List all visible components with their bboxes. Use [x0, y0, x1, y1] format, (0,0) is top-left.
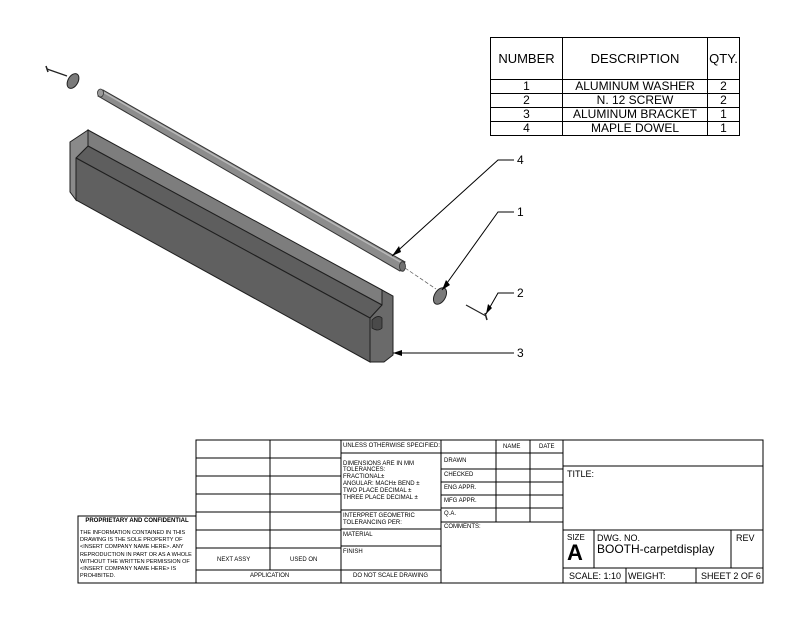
- bill-of-materials-table: [490, 37, 740, 136]
- right-screw-part: [466, 305, 487, 320]
- finish-label: FINISH: [343, 549, 363, 555]
- material-label: MATERIAL: [343, 532, 373, 538]
- bom-row: [491, 94, 740, 108]
- balloon-4: 4: [517, 153, 524, 167]
- tolerancing-label: TOLERANCING PER:: [343, 520, 402, 526]
- left-screw-part: [46, 66, 67, 76]
- dimensions-label: DIMENSIONS ARE IN MM: [343, 461, 415, 467]
- qa-label: Q.A.: [444, 511, 457, 517]
- comments-label: COMMENTS:: [444, 524, 481, 530]
- application-label: APPLICATION: [250, 573, 290, 579]
- bom-number: 4: [491, 122, 563, 136]
- do-not-scale-label: DO NOT SCALE DRAWING: [353, 573, 429, 579]
- interpret-label: INTERPRET GEOMETRIC: [343, 513, 415, 519]
- angular-label: ANGULAR: MACH± BEND ±: [343, 481, 420, 487]
- drawn-label: DRAWN: [444, 458, 467, 464]
- name-header: NAME: [503, 444, 521, 450]
- unless-specified-label: UNLESS OTHERWISE SPECIFIED:: [343, 443, 440, 449]
- bom-number: 1: [491, 80, 563, 94]
- bom-row: [491, 80, 740, 94]
- dwg-no-value: BOOTH-carpetdisplay: [597, 542, 715, 556]
- sheet-label: SHEET 2 OF 6: [701, 571, 761, 581]
- bom-qty: 2: [708, 80, 740, 94]
- bom-qty: 1: [708, 108, 740, 122]
- weight-label: WEIGHT:: [628, 571, 666, 581]
- three-place-label: THREE PLACE DECIMAL ±: [343, 495, 418, 501]
- title-label: TITLE:: [567, 469, 595, 479]
- scale-label: SCALE: 1:10: [569, 571, 622, 581]
- bom-description: MAPLE DOWEL: [563, 122, 708, 136]
- two-place-label: TWO PLACE DECIMAL ±: [343, 488, 412, 494]
- dwg-no-label: DWG. NO.: [597, 533, 640, 543]
- bom-row: [491, 108, 740, 122]
- balloon-1: 1: [517, 205, 524, 219]
- leader-4: [392, 160, 514, 256]
- size-label: SIZE: [567, 533, 585, 542]
- bom-header-description: DESCRIPTION: [563, 38, 708, 80]
- bom-header-number: NUMBER: [491, 38, 563, 80]
- next-assy-label: NEXT ASSY: [217, 557, 251, 563]
- bom-qty: 2: [708, 94, 740, 108]
- bom-header-qty: QTY.: [708, 38, 740, 80]
- bom-qty: 1: [708, 122, 740, 136]
- checked-label: CHECKED: [444, 472, 474, 478]
- bom-description: ALUMINUM BRACKET: [563, 108, 708, 122]
- bom-description: ALUMINUM WASHER: [563, 80, 708, 94]
- bom-header-row: [491, 38, 740, 80]
- proprietary-title: PROPRIETARY AND CONFIDENTIAL: [85, 518, 189, 524]
- proprietary-text: THE INFORMATION CONTAINED IN THIS DRAWING IS THE SOLE PROPERTY OF <INSERT COMPANY NAME HERE>. ANY REPRODUCTION IN PART OR AS A WHOLE WITHOUT THE WRITTEN PERMISSION OF <INSERT COMPANY NAME HERE> IS PROHIBITED.: [80, 530, 192, 580]
- date-header: DATE: [539, 444, 555, 450]
- size-value: A: [567, 540, 583, 565]
- tolerances-label: TOLERANCES:: [343, 467, 386, 473]
- right-washer-part: [431, 285, 450, 306]
- bom-row: [491, 122, 740, 136]
- leader-2: [486, 293, 514, 314]
- rev-label: REV: [736, 533, 755, 543]
- bom-description: N. 12 SCREW: [563, 94, 708, 108]
- bom-number: 3: [491, 108, 563, 122]
- bom-number: 2: [491, 94, 563, 108]
- used-on-label: USED ON: [290, 557, 318, 563]
- mfg-appr-label: MFG APPR.: [444, 498, 477, 504]
- balloon-3: 3: [517, 346, 524, 360]
- balloon-2: 2: [517, 286, 524, 300]
- left-washer-part: [65, 72, 82, 91]
- leader-1: [442, 212, 514, 290]
- fractional-label: FRACTIONAL±: [343, 474, 385, 480]
- eng-appr-label: ENG APPR.: [444, 485, 477, 491]
